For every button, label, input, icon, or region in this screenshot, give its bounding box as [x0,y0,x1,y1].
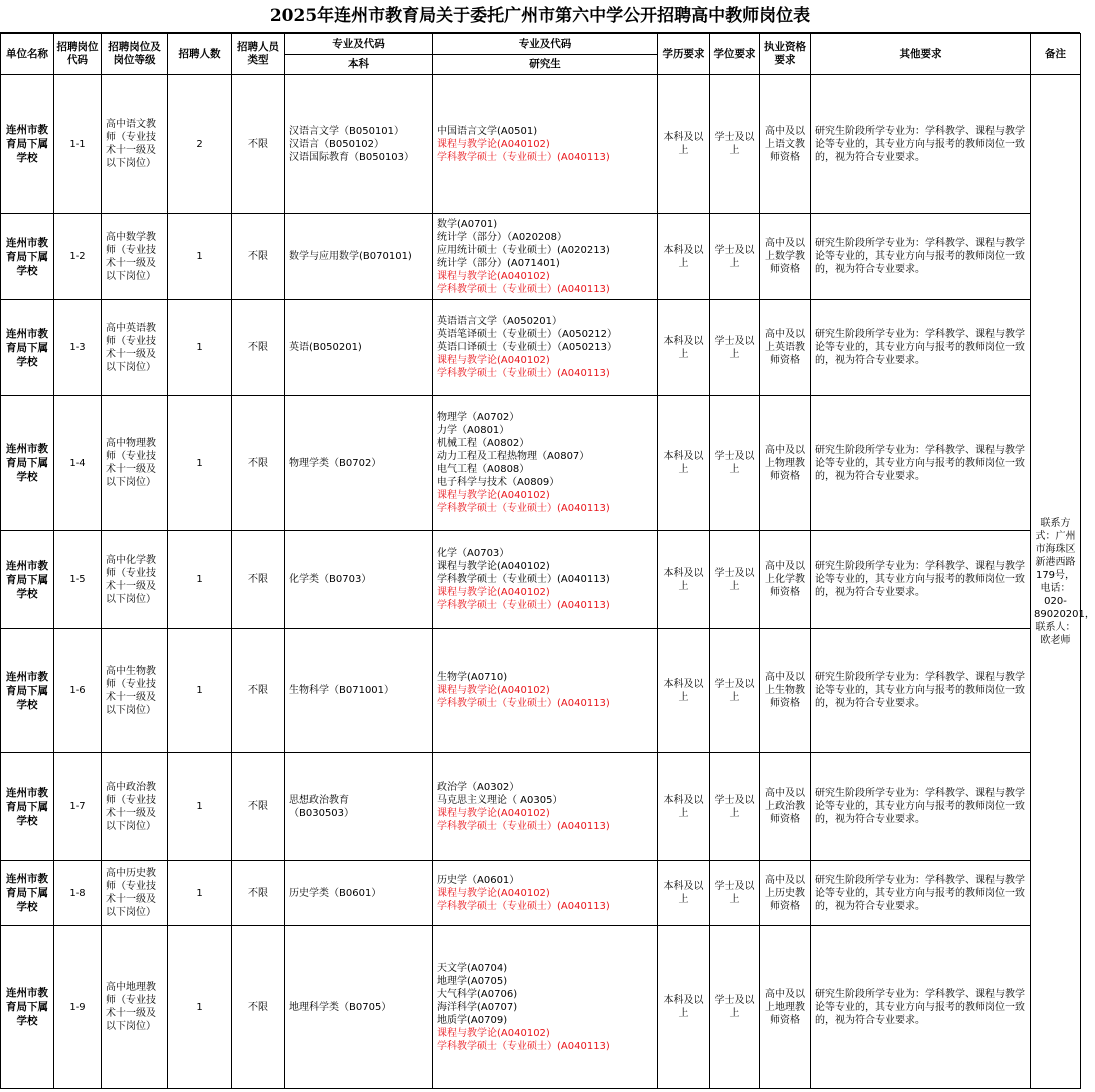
graduate-major-highlight: 课程与教学论(A040102) [437,490,550,501]
graduate-major-highlight: 课程与教学论(A040102) [437,355,550,366]
position-title: 高中历史教师（专业技术十一级及以下岗位） [102,861,168,926]
position-code: 1-1 [54,75,102,214]
table-row [1,75,1081,214]
table-row [1,396,1081,531]
graduate-major-highlight: 课程与教学论(A040102) [437,270,550,282]
qualification-requirement: 高中及以上历史教师资格 [760,861,811,926]
undergrad-major: 汉语言（B050102） [289,138,385,150]
graduate-major: 学科教学硕士（专业硕士）(A040113) [437,574,610,585]
undergrad-majors [285,629,433,753]
graduate-major: 统计学（部分）（A020208） [437,231,568,243]
personnel-type: 不限 [232,861,285,926]
qualification-requirement: 高中及以上物理教师资格 [760,396,811,531]
unit-name: 连州市教育局下属学校 [1,753,54,861]
graduate-major: 历史学（A0601） [437,874,520,886]
other-requirement: 研究生阶段所学专业为：学科教学、课程与教学论等专业的，其专业方向与报考的教师岗位一致的，视为符合专业要求。 [811,531,1031,629]
hire-count: 1 [168,396,232,531]
undergrad-majors [285,926,433,1089]
table-row [1,753,1081,861]
degree-requirement: 学士及以上 [710,926,760,1089]
personnel-type: 不限 [232,629,285,753]
graduate-majors [433,75,658,214]
personnel-type: 不限 [232,753,285,861]
graduate-majors [433,861,658,926]
graduate-majors [433,629,658,753]
graduate-major-highlight: 学科教学硕士（专业硕士）(A040113) [437,600,610,611]
graduate-major: 地理学(A0705) [437,975,508,987]
header-count: 招聘人数 [168,34,232,75]
graduate-major: 应用统计硕士（专业硕士）(A020213) [437,244,610,256]
graduate-major: 政治学（A0302） [437,781,520,793]
table-row [1,214,1081,300]
remark-contact: 联系方式：广州市海珠区新港西路179号，电话：020-89020201，联系人：欧老师 [1031,75,1081,1089]
degree-requirement: 学士及以上 [710,861,760,926]
header-education: 学历要求 [658,34,710,75]
undergrad-major: 英语(B050201) [289,342,362,353]
graduate-major: 统计学（部分）(A071401) [437,257,560,269]
unit-name: 连州市教育局下属学校 [1,396,54,531]
personnel-type: 不限 [232,300,285,396]
education-requirement: 本科及以上 [658,531,710,629]
undergrad-major: 地理科学类（B0705） [289,1001,392,1013]
header-code: 招聘岗位代码 [54,34,102,75]
graduate-major: 电气工程（A0808） [437,464,530,475]
personnel-type: 不限 [232,531,285,629]
position-code: 1-7 [54,753,102,861]
qualification-requirement: 高中及以上化学教师资格 [760,531,811,629]
graduate-major-highlight: 学科教学硕士（专业硕士）(A040113) [437,368,610,379]
header-other: 其他要求 [811,34,1031,75]
header-remark: 备注 [1031,34,1081,75]
degree-requirement: 学士及以上 [710,75,760,214]
graduate-major-highlight: 课程与教学论(A040102) [437,887,550,899]
position-title: 高中政治教师（专业技术十一级及以下岗位） [102,753,168,861]
personnel-type: 不限 [232,926,285,1089]
unit-name: 连州市教育局下属学校 [1,531,54,629]
graduate-major: 马克思主义理论（ A0305） [437,794,563,806]
undergrad-major: 汉语言文学（B050101） [289,125,405,137]
degree-requirement: 学士及以上 [710,753,760,861]
qualification-requirement: 高中及以上语文教师资格 [760,75,811,214]
undergrad-major: 物理学类（B0702） [289,457,382,469]
education-requirement: 本科及以上 [658,629,710,753]
hire-count: 1 [168,214,232,300]
graduate-major-highlight: 学科教学硕士（专业硕士）(A040113) [437,698,610,709]
graduate-major-highlight: 课程与教学论(A040102) [437,587,550,598]
hire-count: 1 [168,629,232,753]
undergrad-majors [285,861,433,926]
personnel-type: 不限 [232,396,285,531]
education-requirement: 本科及以上 [658,861,710,926]
recruitment-table [0,33,1095,1089]
graduate-major-highlight: 课程与教学论(A040102) [437,1027,550,1039]
degree-requirement: 学士及以上 [710,531,760,629]
undergrad-majors [285,753,433,861]
other-requirement: 研究生阶段所学专业为：学科教学、课程与教学论等专业的，其专业方向与报考的教师岗位一致的，视为符合专业要求。 [811,629,1031,753]
graduate-majors [433,753,658,861]
other-requirement: 研究生阶段所学专业为：学科教学、课程与教学论等专业的，其专业方向与报考的教师岗位一致的，视为符合专业要求。 [811,396,1031,531]
unit-name: 连州市教育局下属学校 [1,861,54,926]
other-requirement: 研究生阶段所学专业为：学科教学、课程与教学论等专业的，其专业方向与报考的教师岗位一致的，视为符合专业要求。 [811,214,1031,300]
education-requirement: 本科及以上 [658,926,710,1089]
graduate-major: 英语语言文学（A050201） [437,316,563,327]
hire-count: 1 [168,926,232,1089]
graduate-major-highlight: 学科教学硕士（专业硕士）(A040113) [437,900,610,912]
graduate-major-highlight: 课程与教学论(A040102) [437,685,550,696]
other-requirement: 研究生阶段所学专业为：学科教学、课程与教学论等专业的，其专业方向与报考的教师岗位一致的，视为符合专业要求。 [811,75,1031,214]
graduate-major: 电子科学与技术（A0809） [437,477,560,488]
graduate-major: 英语笔译硕士（专业硕士）（A050212） [437,329,618,340]
graduate-major: 英语口译硕士（专业硕士）（A050213） [437,342,618,353]
table-row [1,926,1081,1089]
personnel-type: 不限 [232,214,285,300]
other-requirement: 研究生阶段所学专业为：学科教学、课程与教学论等专业的，其专业方向与报考的教师岗位一致的，视为符合专业要求。 [811,861,1031,926]
table-row [1,629,1081,753]
undergrad-majors [285,531,433,629]
other-requirement: 研究生阶段所学专业为：学科教学、课程与教学论等专业的，其专业方向与报考的教师岗位一致的，视为符合专业要求。 [811,300,1031,396]
position-code: 1-6 [54,629,102,753]
graduate-major: 中国语言文学(A0501) [437,125,538,137]
undergrad-major: 数学与应用数学(B070101) [289,251,412,262]
graduate-major-highlight: 课程与教学论(A040102) [437,807,550,819]
undergrad-majors [285,75,433,214]
graduate-major-highlight: 学科教学硕士（专业硕士）(A040113) [437,151,610,163]
position-title: 高中物理教师（专业技术十一级及以下岗位） [102,396,168,531]
undergrad-major: 化学类（B0703） [289,574,372,585]
position-title: 高中地理教师（专业技术十一级及以下岗位） [102,926,168,1089]
other-requirement: 研究生阶段所学专业为：学科教学、课程与教学论等专业的，其专业方向与报考的教师岗位一致的，视为符合专业要求。 [811,926,1031,1089]
education-requirement: 本科及以上 [658,214,710,300]
undergrad-major: （B030503） [289,807,355,819]
graduate-major: 数学(A0701) [437,218,498,230]
header-unit: 单位名称 [1,34,54,75]
header-qualification: 执业资格要求 [760,34,811,75]
undergrad-majors [285,214,433,300]
unit-name: 连州市教育局下属学校 [1,926,54,1089]
table-row [1,300,1081,396]
header-major-group-2: 专业及代码 [433,34,658,55]
undergrad-major: 历史学类（B0601） [289,887,382,899]
qualification-requirement: 高中及以上英语教师资格 [760,300,811,396]
header-undergrad: 本科 [285,55,433,75]
unit-name: 连州市教育局下属学校 [1,629,54,753]
position-code: 1-3 [54,300,102,396]
other-requirement: 研究生阶段所学专业为：学科教学、课程与教学论等专业的，其专业方向与报考的教师岗位一致的，视为符合专业要求。 [811,753,1031,861]
education-requirement: 本科及以上 [658,396,710,531]
table-row [1,861,1081,926]
graduate-major-highlight: 学科教学硕士（专业硕士）(A040113) [437,1040,610,1052]
hire-count: 1 [168,753,232,861]
personnel-type: 不限 [232,75,285,214]
position-code: 1-4 [54,396,102,531]
graduate-majors [433,396,658,531]
graduate-major: 海洋科学(A0707) [437,1001,518,1013]
degree-requirement: 学士及以上 [710,214,760,300]
table-row [1,531,1081,629]
position-title: 高中化学教师（专业技术十一级及以下岗位） [102,531,168,629]
education-requirement: 本科及以上 [658,300,710,396]
degree-requirement: 学士及以上 [710,300,760,396]
position-title: 高中语文教师（专业技术十一级及以下岗位） [102,75,168,214]
education-requirement: 本科及以上 [658,75,710,214]
graduate-major: 课程与教学论(A040102) [437,561,550,572]
graduate-major: 生物学(A0710) [437,672,508,683]
header-major-group: 专业及代码 [285,34,433,55]
graduate-major: 动力工程及工程热物理（A0807） [437,451,590,462]
graduate-majors [433,214,658,300]
unit-name: 连州市教育局下属学校 [1,75,54,214]
undergrad-major: 生物科学（B071001） [289,685,395,696]
unit-name: 连州市教育局下属学校 [1,300,54,396]
graduate-major-highlight: 学科教学硕士（专业硕士）(A040113) [437,820,610,832]
graduate-major: 机械工程（A0802） [437,438,530,449]
graduate-majors [433,300,658,396]
qualification-requirement: 高中及以上数学教师资格 [760,214,811,300]
hire-count: 1 [168,531,232,629]
graduate-major-highlight: 学科教学硕士（专业硕士）(A040113) [437,503,610,514]
qualification-requirement: 高中及以上生物教师资格 [760,629,811,753]
position-code: 1-9 [54,926,102,1089]
unit-name: 连州市教育局下属学校 [1,214,54,300]
hire-count: 2 [168,75,232,214]
position-title: 高中生物教师（专业技术十一级及以下岗位） [102,629,168,753]
undergrad-majors [285,396,433,531]
graduate-major-highlight: 学科教学硕士（专业硕士）(A040113) [437,283,610,295]
education-requirement: 本科及以上 [658,753,710,861]
position-code: 1-2 [54,214,102,300]
graduate-major: 大气科学(A0706) [437,988,518,1000]
qualification-requirement: 高中及以上地理教师资格 [760,926,811,1089]
degree-requirement: 学士及以上 [710,629,760,753]
undergrad-majors [285,300,433,396]
undergrad-major: 思想政治教育 [289,794,349,806]
header-graduate: 研究生 [433,55,658,75]
graduate-major: 地质学(A0709) [437,1014,508,1026]
graduate-majors [433,926,658,1089]
position-code: 1-8 [54,861,102,926]
undergrad-major: 汉语国际教育（B050103） [289,151,415,163]
graduate-major: 物理学（A0702） [437,412,520,423]
graduate-major-highlight: 课程与教学论(A040102) [437,138,550,150]
header-degree: 学位要求 [710,34,760,75]
hire-count: 1 [168,300,232,396]
position-title: 高中数学教师（专业技术十一级及以下岗位） [102,214,168,300]
position-title: 高中英语教师（专业技术十一级及以下岗位） [102,300,168,396]
graduate-major: 天文学(A0704) [437,962,508,974]
degree-requirement: 学士及以上 [710,396,760,531]
graduate-major: 力学（A0801） [437,425,510,436]
position-code: 1-5 [54,531,102,629]
header-position: 招聘岗位及岗位等级 [102,34,168,75]
header-type: 招聘人员类型 [232,34,285,75]
graduate-major: 化学（A0703） [437,548,510,559]
page-title: 2025年连州市教育局关于委托广州市第六中学公开招聘高中教师岗位表 [0,0,1080,33]
qualification-requirement: 高中及以上政治教师资格 [760,753,811,861]
graduate-majors [433,531,658,629]
hire-count: 1 [168,861,232,926]
